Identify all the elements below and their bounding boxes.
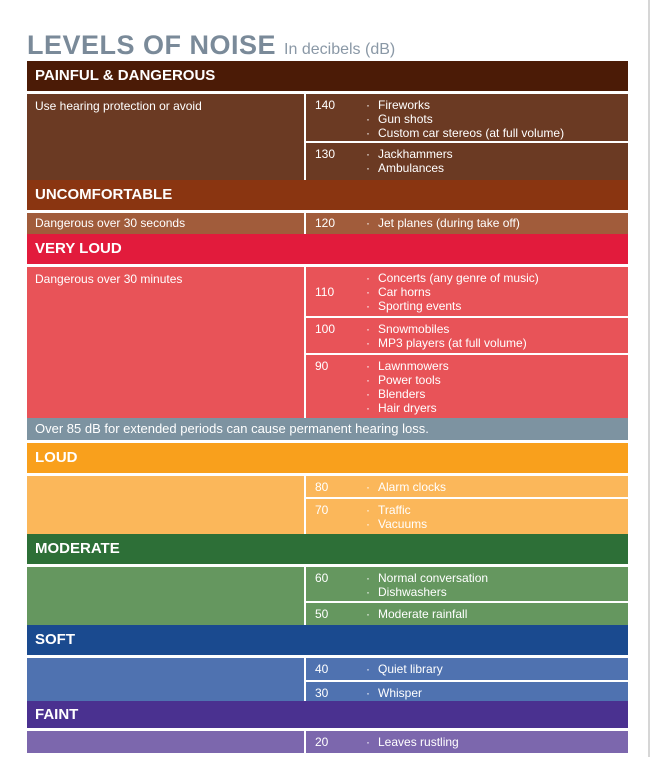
noise-source: · Car horns — [366, 285, 539, 299]
noise-source: · Fireworks — [366, 98, 564, 112]
db-level: 120 — [315, 216, 336, 230]
category-description: Use hearing protection or avoid — [27, 94, 306, 180]
noise-entry-130 — [306, 143, 628, 180]
db-level: 90 — [315, 359, 329, 373]
category-moderate — [27, 534, 628, 625]
noise-source: · Custom car stereos (at full volume) — [366, 126, 564, 140]
category-loud — [27, 443, 628, 536]
category-header: LOUD — [27, 443, 628, 473]
noise-source: · Power tools — [366, 373, 449, 387]
category-description: Dangerous over 30 seconds — [27, 213, 306, 235]
noise-source: · MP3 players (at full volume) — [366, 336, 527, 350]
category-faint — [27, 701, 628, 753]
noise-source: · Concerts (any genre of music) — [366, 271, 539, 285]
noise-entry-120 — [306, 213, 628, 234]
category-body — [27, 658, 628, 704]
db-level: 110 — [315, 284, 335, 299]
noise-entry-20 — [306, 731, 628, 753]
db-level: 70 — [315, 503, 329, 517]
noise-source: · Dishwashers — [366, 585, 488, 599]
category-uncomfortable — [27, 180, 628, 235]
db-level: 60 — [315, 571, 329, 585]
db-level: 140 — [315, 98, 336, 112]
noise-source: · Sporting events — [366, 299, 539, 313]
category-body — [27, 213, 628, 235]
noise-source: · Leaves rustling — [366, 735, 459, 749]
noise-entry-110 — [306, 267, 628, 318]
page-title — [27, 30, 395, 62]
category-description — [27, 658, 306, 704]
category-header: SOFT — [27, 625, 628, 655]
noise-source: · Blenders — [366, 387, 449, 401]
noise-entry-50 — [306, 603, 628, 625]
category-body — [27, 94, 628, 180]
db-level: 30 — [315, 686, 329, 700]
noise-source: · Traffic — [366, 503, 427, 517]
title-main: LEVELS OF NOISE — [27, 30, 277, 60]
hearing-loss-warning: Over 85 dB for extended periods can cause permanent hearing loss. — [27, 418, 628, 440]
category-body — [27, 476, 628, 536]
category-body — [27, 267, 628, 418]
category-body — [27, 567, 628, 625]
db-level: 80 — [315, 480, 329, 494]
noise-source: · Jet planes (during take off) — [366, 216, 520, 230]
noise-source: · Whisper — [366, 686, 422, 700]
noise-entry-80 — [306, 476, 628, 499]
noise-source: · Alarm clocks — [366, 480, 446, 494]
title-subtitle: In decibels (dB) — [284, 41, 396, 58]
noise-source: · Quiet library — [366, 662, 443, 676]
noise-entry-140 — [306, 94, 628, 143]
noise-entry-90 — [306, 355, 628, 418]
db-level: 100 — [315, 322, 336, 336]
db-level: 50 — [315, 607, 329, 621]
noise-source: · Lawnmowers — [366, 359, 449, 373]
category-header: MODERATE — [27, 534, 628, 564]
category-very-loud — [27, 234, 628, 418]
noise-source: · Ambulances — [366, 161, 453, 175]
noise-entry-60 — [306, 567, 628, 603]
category-header: UNCOMFORTABLE — [27, 180, 628, 210]
category-header: VERY LOUD — [27, 234, 628, 264]
category-soft — [27, 625, 628, 704]
category-header: FAINT — [27, 701, 628, 728]
noise-source: · Gun shots — [366, 112, 564, 126]
category-body — [27, 731, 628, 753]
noise-source: · Jackhammers — [366, 147, 453, 161]
noise-entry-70 — [306, 499, 628, 536]
category-painful-dangerous — [27, 61, 628, 180]
category-description — [27, 476, 306, 536]
noise-source: · Moderate rainfall — [366, 607, 467, 621]
category-description: Dangerous over 30 minutes — [27, 267, 306, 418]
noise-source: · Snowmobiles — [366, 322, 527, 336]
noise-source: · Hair dryers — [366, 401, 449, 415]
db-level: 130 — [315, 147, 336, 161]
db-level: 40 — [315, 662, 329, 676]
noise-source: · Normal conversation — [366, 571, 488, 585]
noise-entry-40 — [306, 658, 628, 682]
noise-source: · Vacuums — [366, 517, 427, 531]
category-description — [27, 567, 306, 625]
db-level: 20 — [315, 735, 329, 749]
category-description — [27, 731, 306, 753]
noise-entry-100 — [306, 318, 628, 355]
category-header: PAINFUL & DANGEROUS — [27, 61, 628, 91]
right-edge-rule — [648, 0, 650, 757]
